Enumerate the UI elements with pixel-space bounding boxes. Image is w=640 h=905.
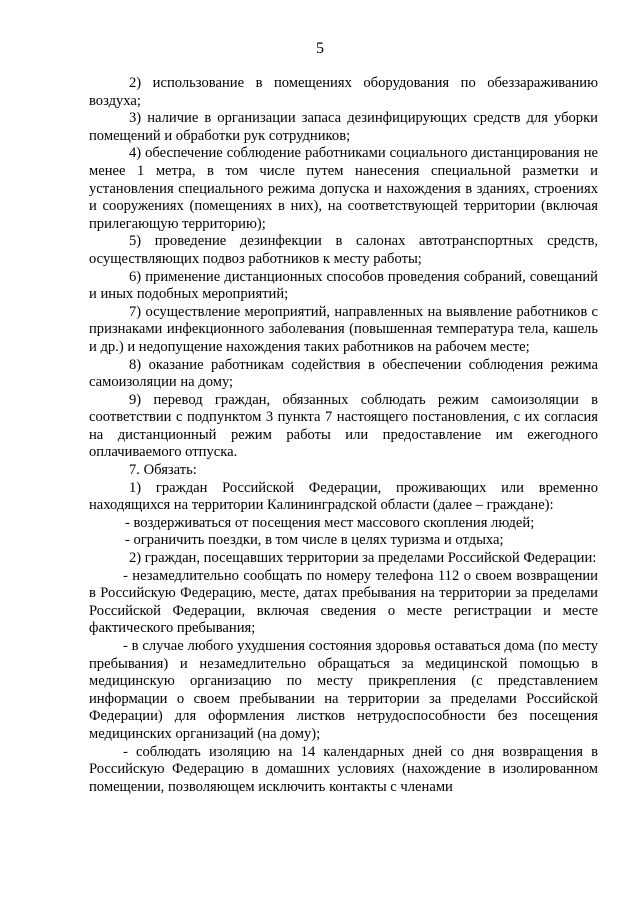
document-body xyxy=(89,75,598,796)
paragraph-item-6: 6) применение дистанционных способов проведения собраний, совещаний и иных подобных мероприятий; xyxy=(89,268,598,303)
paragraph-item-5: 5) проведение дезинфекции в салонах автотранспортных средств, осуществляющих подвоз работников к месту работы; xyxy=(89,233,598,267)
paragraph-travellers: 2) граждан, посещавших территории за пределами Российской Федерации: xyxy=(129,550,597,567)
page-number: 5 xyxy=(316,40,324,57)
paragraph-citizens: 1) граждан Российской Федерации, проживающих или временно находящихся на территории Калининградской области (далее – граждане): xyxy=(89,479,598,514)
paragraph-item-9: 9) перевод граждан, обязанных соблюдать режим самоизоляции в соответствии с подпунктом 3 пункта 7 настоящего постановления, с их согласия на дистанционный режим работы или предоставление им ежегодного оплачиваемого отпуска. xyxy=(89,391,598,461)
list-item-isolation: - соблюдать изоляцию на 14 календарных дней со дня возвращения в Российскую Федерацию в домашних условиях (нахождение в изолированном помещении, позволяющем исключить контакты с членами xyxy=(89,743,598,795)
list-item-stay-home: - в случае любого ухудшения состояния здоровья оставаться дома (по месту пребывания) и незамедлительно обращаться за медицинской помощью в медицинскую организацию по месту прикрепления (с представлением информации о своем пребывании на территории за пределами Российской Федерации) для оформления листков нетрудоспособности без посещения медицинских организаций (на дому); xyxy=(89,638,598,742)
paragraph-item-7: 7) осуществление мероприятий, направленных на выявление работников с признаками инфекционного заболевания (повышенная температура тела, кашель и др.) и недопущение нахождения таких работников на рабочем месте; xyxy=(89,303,598,355)
paragraph-item-2: 2) использование в помещениях оборудования по обеззараживанию воздуха; xyxy=(89,75,598,109)
list-item-avoid-crowds: - воздерживаться от посещения мест массового скопления людей; xyxy=(125,514,535,531)
list-item-limit-trips: - ограничить поездки, в том числе в целях туризма и отдыха; xyxy=(125,532,504,549)
paragraph-item-3: 3) наличие в организации запаса дезинфицирующих средств для уборки помещений и обработки рук сотрудников; xyxy=(89,110,598,144)
paragraph-item-8: 8) оказание работникам содействия в обеспечении соблюдения режима самоизоляции на дому; xyxy=(89,356,598,391)
section-7-heading: 7. Обязать: xyxy=(129,462,197,479)
paragraph-item-4: 4) обеспечение соблюдение работниками социального дистанцирования не менее 1 метра, в том числе путем нанесения специальной разметки и установления специального режима допуска и нахождения в зданиях, строениях и сооружениях (помещениях в них), на соответствующей территории (включая прилегающую территорию); xyxy=(89,145,598,232)
list-item-report-112: - незамедлительно сообщать по номеру телефона 112 о своем возвращении в Российскую Федерацию, месте, датах пребывания на территории за пределами Российской Федерации, включая сведения о месте регистрации и месте фактического пребывания; xyxy=(89,567,598,637)
